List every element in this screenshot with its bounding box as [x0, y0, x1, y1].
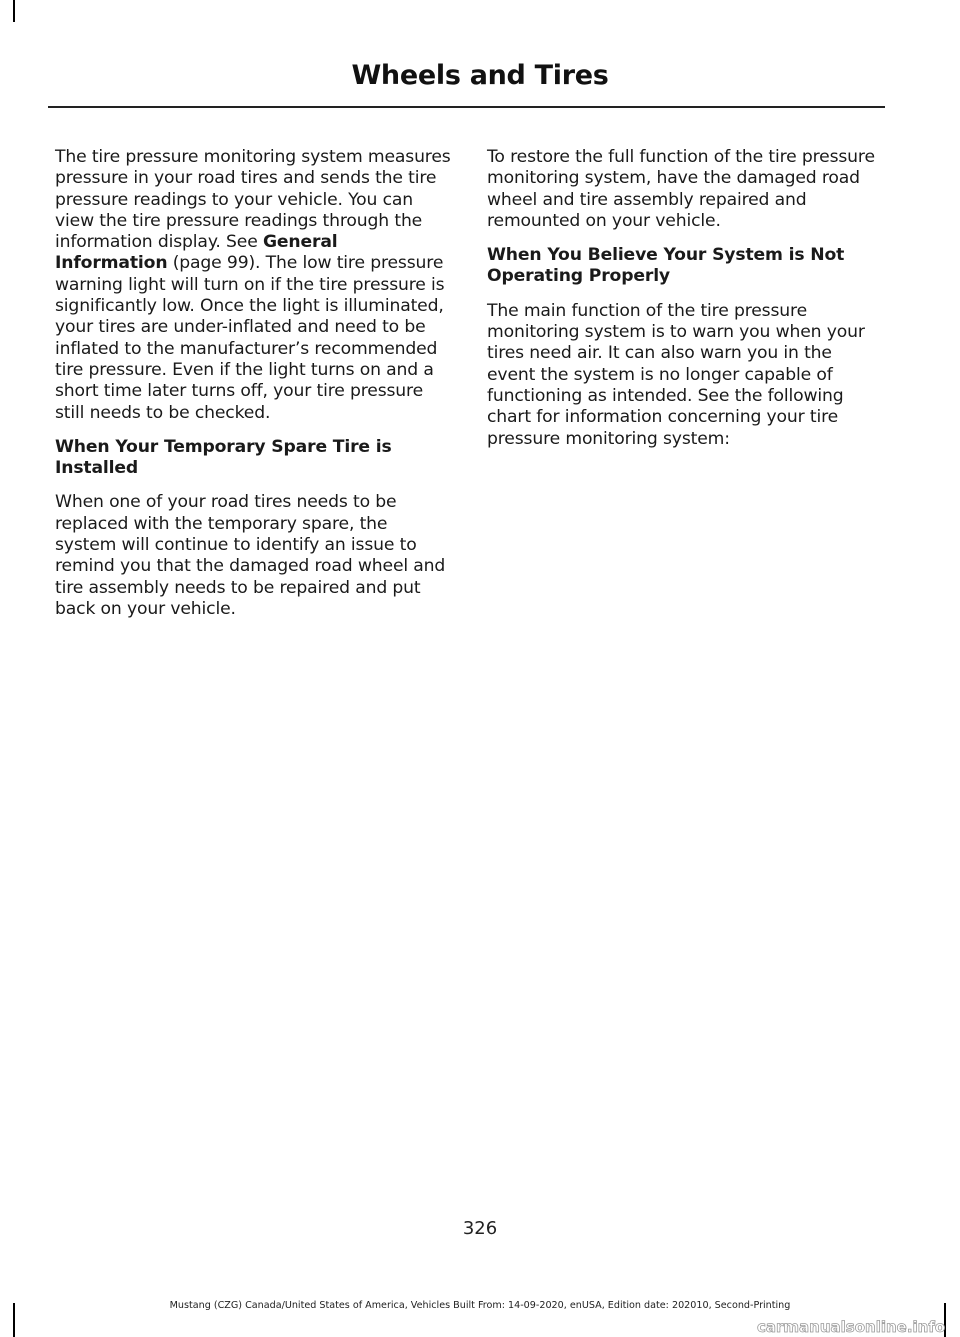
cross-reference-link[interactable]: General Information [55, 232, 338, 274]
page-title: Wheels and Tires [351, 60, 609, 91]
paragraph-temporary-spare: When one of your road tires needs to be replaced with the temporary spare, the system will continue to identify an issue to remind you that the damaged road wheel and tire assembly needs to be repaired and put back on your vehicle. [55, 492, 446, 619]
right-column [487, 147, 883, 463]
paragraph-restore-function: To restore the full function of the tire pressure monitoring system, have the damaged road wheel and tire assembly repaired and remounted on your vehicle. [487, 147, 875, 231]
crop-mark-top-left [13, 0, 15, 22]
watermark-text: carmanualsonline.info [757, 1318, 946, 1336]
watermark-logo [757, 1318, 957, 1336]
paragraph-text: (page 99). The low tire pressure warning light will turn on if the tire pressure is significantly low. Once the light is illuminated, your tires are under-inflated and need to be inflated to the manufacturer’s recommended tire pressure. Even if the light turns on and a short time later turns off, your tire pressure still needs to be checked. [55, 253, 445, 423]
paragraph-main-function: The main function of the tire pressure monitoring system is to warn you when your tires need air. It can also warn you in the event the system is no longer capable of functioning as intended. See the following chart for information concerning your tire pressure monitoring system: [487, 300, 865, 449]
page-footer: Mustang (CZG) Canada/United States of America, Vehicles Built From: 14-09-2020, enUSA, Edition date: 202010, Second-Printing [169, 1300, 791, 1311]
watermark-logo-image [757, 1318, 957, 1336]
title-divider [48, 106, 885, 108]
paragraph-text: The tire pressure monitoring system measures pressure in your road tires and sends the tire pressure readings to your vehicle. You can view the tire pressure readings through the information display. See [55, 147, 451, 253]
section-heading-temporary-spare: When Your Temporary Spare Tire is Installed [55, 436, 392, 479]
left-column [55, 147, 451, 633]
paragraph-tpms-overview [55, 147, 451, 424]
section-heading-not-operating: When You Believe Your System is Not Operating Properly [487, 245, 845, 287]
page-number: 326 [462, 1218, 498, 1239]
